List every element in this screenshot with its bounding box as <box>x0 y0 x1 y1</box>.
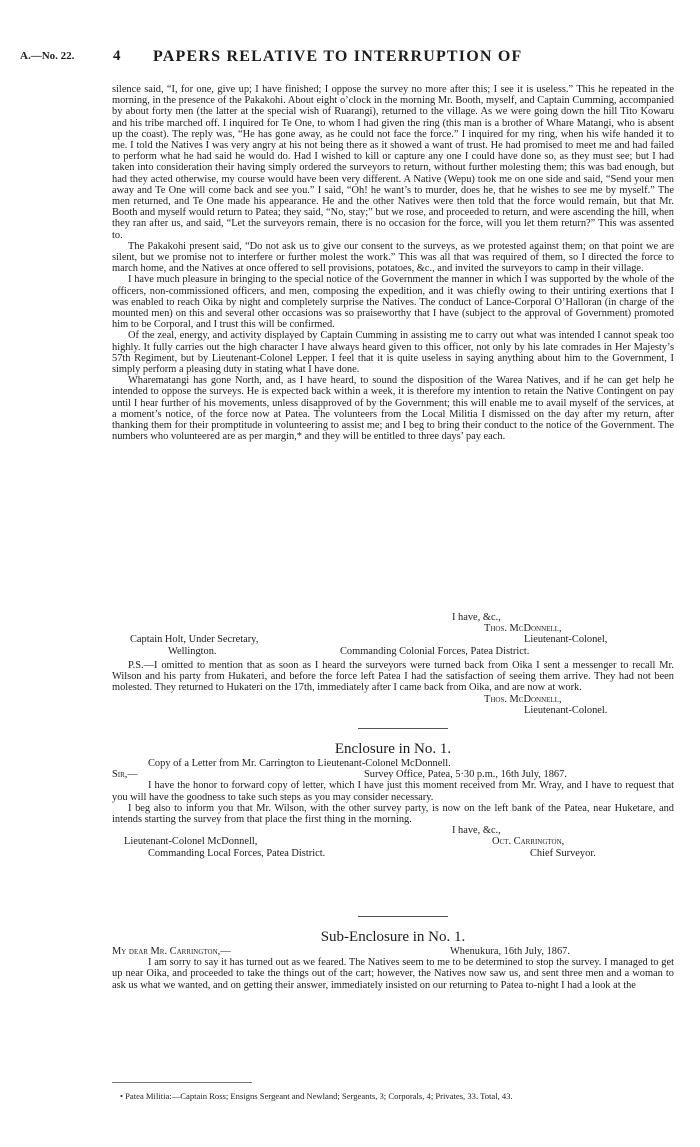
addressee-title: Commanding Local Forces, Patea District. <box>148 847 326 859</box>
addressee: Captain Holt, Under Secretary, <box>130 634 259 646</box>
closing: I have, &c., <box>452 825 501 837</box>
paragraph: The Pakakohi present said, “Do not ask us to give our consent to the surveys, as we protested against them; on that point we are silent, but we promise not to interfere or further molest the work.” This was all that was required of them, so I directed the force to march home, and the Natives at once offered to sell provisions, potatoes, &c., and invited the surveyors to camp in their village. <box>112 240 674 275</box>
ps-signature-name: Thos. McDonnell, <box>484 693 562 705</box>
paragraph: Of the zeal, energy, and activity displayed by Captain Cumming in assisting me to carry out what was intended I cannot speak too highly. It fully carries out the high character I have always heard given to this officer, not only by his late comrades in Her Majesty’s 57th Regiment, but by Lieutenant-Colonel Lepper. I feel that it is quite useless in saying anything about him to the Government, I simply perform a pleasing duty in stating what I have done. <box>112 330 674 376</box>
dateline: Whenukura, 16th July, 1867. <box>450 946 570 957</box>
signature-name: Thos. McDonnell, <box>484 623 562 635</box>
footnote-rule <box>112 1082 252 1083</box>
signature-name: Oct. Carrington, <box>492 836 565 848</box>
paragraph: silence said, “I, for one, give up; I have finished; I oppose the survey no more after this; I see it is useless.” This he repeated in the morning, in the presence of the Pakakohi. About eight o’clock in the morning Mr. Booth, myself, and Captain Cumming, accompanied by about forty men (the latter at the special wish of Ruarangi), returned to the village. As we were going down the hill Tito Kowaru and his tribe marched off. I inquired for Te One, to whom I had given the ring (this man is a brother of Whare Matangi, who is absent up the coast). The reply was, “He has gone away, as he could not face the force.” I inquired for my ring, when his wife handed it to me. I told the Natives I was very angry at his not being there as it showed a want of trust. He had promised to meet me and had failed to perform what he had said he would do. Had I wished to kill or capture any one I could have done so, as they must see; but I had taken into consideration their having simply ordered the surveyors to return, without further molesting them; this was bad enough, but had they acted otherwise, my course would have been very different. A Native (Wepu) took me on one side and said, “Send your men away and Te One will come back and see you.” I said, “Oh! he want’s to murder, does he, that he wishes to see me by myself.” The men returned, and Te One made his appearance. He and the other Natives were then told that the force would remain, but that Mr. Booth and myself would return to Patea; they said, “No, stay;” but we rose, and proceeded to return, and were ascending the hill, when they ran after us, and said, “Let the surveyors remain, there is no occasion for the force, will you let them return?” This was assented to. <box>112 84 674 241</box>
document-reference: A.—No. 22. <box>20 50 75 62</box>
signer-rank: Lieutenant-Colonel, <box>524 634 608 646</box>
letter-signoff <box>112 612 674 657</box>
signer-title: Commanding Colonial Forces, Patea District. <box>340 645 530 657</box>
enclosure-title: Enclosure in No. 1. <box>334 741 452 757</box>
addressee: Lieutenant-Colonel McDonnell, <box>124 836 258 848</box>
subenclosure-title: Sub-Enclosure in No. 1. <box>320 929 466 945</box>
paragraph: Wharematangi has gone North, and, as I have heard, to sound the disposition of the Warea Natives, and if he can get help he intended to oppose the surveys. He is expected back within a week, it is therefore my intention to retain the Native Contingent on pay until I hear further of his movements, unless disapproved of by the Government; this will enable me to avail myself of the services, at a moment’s notice, of the force now at Patea. The volunteers from the Local Militia I dismissed on the day after my return, after thanking them for their promptitude in volunteering to assist me; and I beg to bring their conduct to the notice of the Government. The numbers who volunteered are as per margin,* and they will be entitled to three days’ pay each. <box>112 375 674 443</box>
page-number: 4 <box>113 48 121 64</box>
salutation: My dear Mr. Carrington,— <box>112 946 231 957</box>
enclosure-subtitle: Copy of a Letter from Mr. Carrington to Lieutenant-Colonel McDonnell. <box>148 758 451 769</box>
letter-body <box>112 84 674 443</box>
closing: I have, &c., <box>452 612 501 623</box>
paragraph: I have the honor to forward copy of letter, which I have just this moment received from Mr. Wray, and I have to request that you will have the goodness to take such steps as you may consider necessary. <box>112 780 674 803</box>
page-header <box>20 50 682 68</box>
paragraph: I beg also to inform you that Mr. Wilson, with the other survey party, is now on the left bank of the Patea, near Huketare, and intends starting the survey from that place the first thing in the morning. <box>112 802 674 825</box>
paragraph: I have much pleasure in bringing to the special notice of the Government the manner in which I was supported by the whole of the officers, non-commissioned officers, and men, composing the expedition, and it was chiefly owing to their untiring exertions that I was enabled to reach Oika by night and completely surprise the Natives. The conduct of Lance-Corporal O’Halloran (in charge of the mounted men) on this and several other occasions was so praiseworthy that I have (subject to the approval of Government) promoted him to be Corporal, and I trust this will be confirmed. <box>112 274 674 331</box>
sub-enclosure <box>112 928 674 991</box>
postscript-text: P.S.—I omitted to mention that as soon as I heard the surveyors were turned back from Oika I sent a messenger to recall Mr. Wilson and his party from Hukateri, and before the force left Patea I had the satisfaction of seeing them arrive. They had not been molested. They returned to Hukateri on the 17th, immediately after I came back from Oika, and are now at work. <box>112 660 674 694</box>
running-title: PAPERS RELATIVE TO INTERRUPTION OF <box>153 48 523 65</box>
addressee-location: Wellington. <box>168 645 217 657</box>
signer-title: Chief Surveyor. <box>530 847 596 859</box>
divider <box>358 916 448 917</box>
footnote: • Patea Militia:—Captain Ross; Ensigns Sergeant and Newland; Sergeants, 3; Corporals, 4; Privates, 33. Total, 43. <box>120 1091 513 1101</box>
postscript <box>112 660 674 716</box>
ps-signer-rank: Lieutenant-Colonel. <box>524 704 608 716</box>
enclosure <box>112 740 674 859</box>
dateline: Survey Office, Patea, 5·30 p.m., 16th July, 1867. <box>364 769 567 781</box>
paragraph: I am sorry to say it has turned out as we feared. The Natives seem to me to be determined to stop the survey. I managed to get up near Oika, and proceeded to take the things out of the cart; however, the Natives now saw us, and sent three men and a woman to ask us what we wanted, and on getting their answer, immediately insisted on our returning to Patea to-night I had a look at the <box>112 957 674 991</box>
divider <box>358 728 448 729</box>
salutation: Sir,— <box>112 769 138 781</box>
